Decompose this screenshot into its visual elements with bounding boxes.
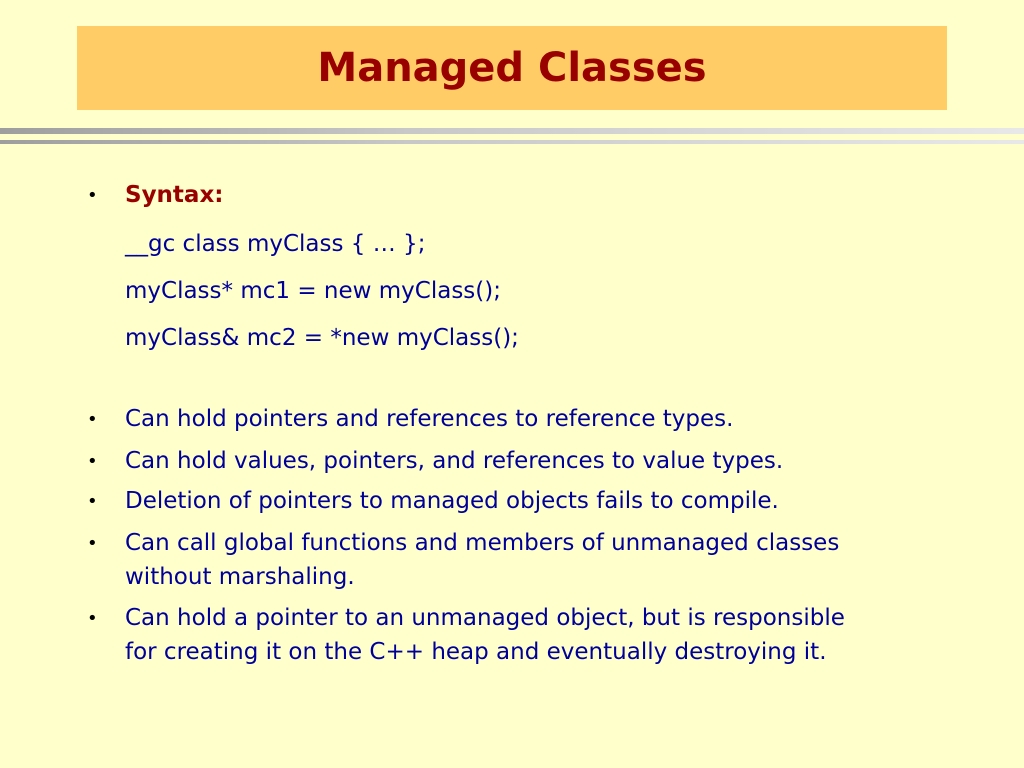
bullet-text: Can hold pointers and references to reference types. <box>125 406 734 432</box>
slide-title: Managed Classes <box>317 45 707 91</box>
code-line: __gc class myClass { … }; <box>125 231 426 257</box>
bullet-glyph: • <box>87 409 98 430</box>
bullet-glyph: • <box>87 533 98 554</box>
bullet-text: Can hold a pointer to an unmanaged object, but is responsible <box>125 605 845 631</box>
bullet-glyph: • <box>87 451 98 472</box>
code-line: myClass& mc2 = *new myClass(); <box>125 325 519 351</box>
syntax-label: Syntax: <box>125 182 224 208</box>
code-line: myClass* mc1 = new myClass(); <box>125 278 501 304</box>
bullet-text: for creating it on the C++ heap and eventually destroying it. <box>125 639 827 665</box>
bullet-text: Deletion of pointers to managed objects fails to compile. <box>125 488 779 514</box>
bullet-text: without marshaling. <box>125 564 355 590</box>
bullet-glyph: • <box>87 608 98 629</box>
bullet-text: Can hold values, pointers, and references to value types. <box>125 448 784 474</box>
bullet-glyph: • <box>87 491 98 512</box>
bullet-text: Can call global functions and members of unmanaged classes <box>125 530 840 556</box>
bullet-glyph: • <box>87 185 98 206</box>
